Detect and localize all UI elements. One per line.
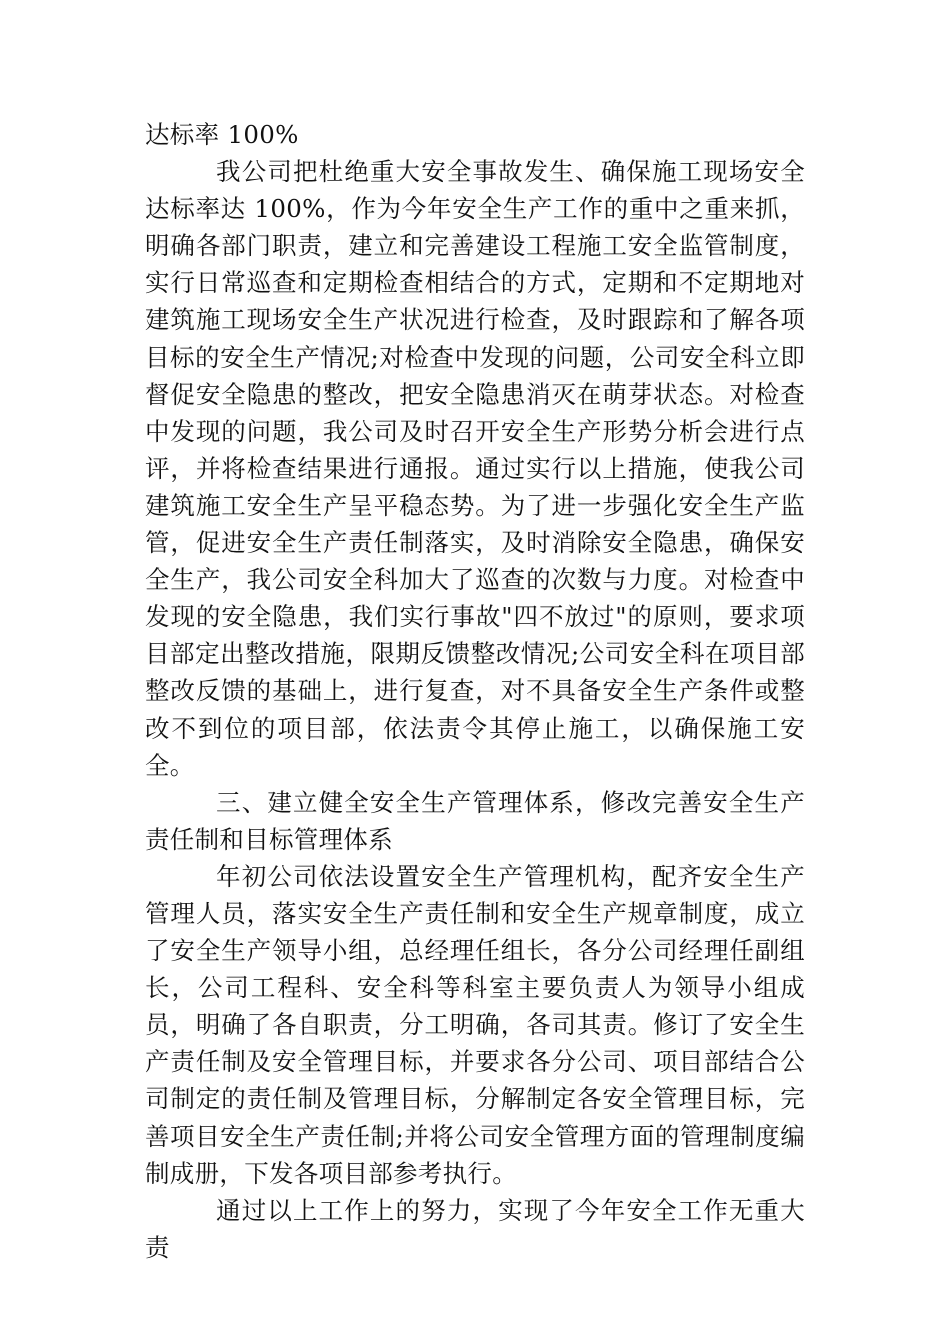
paragraph-management-system: 年初公司依法设置安全生产管理机构，配齐安全生产管理人员，落实安全生产责任制和安全生产规章制度，成立了安全生产领导小组，总经理任组长，各分公司经理任副组长，公司工程科、安全科等科室主要负责人为领导小组成员，明确了各自职责，分工明确，各司其责。修订了安全生产责任制及安全管理目标，并要求各分公司、项目部结合公司制定的责任制及管理目标，分解制定各安全管理目标，完善项目安全生产责任制;并将公司安全管理方面的管理制度编制成册，下发各项目部参考执行。 [145, 861, 805, 1188]
document-body [145, 116, 805, 1266]
section-heading-3: 三、建立健全安全生产管理体系，修改完善安全生产责任制和目标管理体系 [145, 787, 805, 854]
paragraph-results: 通过以上工作上的努力，实现了今年安全工作无重大责 [145, 1195, 805, 1262]
paragraph-safety-inspection: 我公司把杜绝重大安全事故发生、确保施工现场安全达标率达 100%，作为今年安全生产工作的重中之重来抓，明确各部门职责，建立和完善建设工程施工安全监管制度，实行日常巡查和定期检查相结合的方式，定期和不定期地对建筑施工现场安全生产状况进行检查，及时跟踪和了解各项目标的安全生产情况;对检查中发现的问题，公司安全科立即督促安全隐患的整改，把安全隐患消灭在萌芽状态。对检查中发现的问题，我公司及时召开安全生产形势分析会进行点评，并将检查结果进行通报。通过实行以上措施，使我公司建筑施工安全生产呈平稳态势。为了进一步强化安全生产监管，促进安全生产责任制落实，及时消除安全隐患，确保安全生产，我公司安全科加大了巡查的次数与力度。对检查中发现的安全隐患，我们实行事故"四不放过"的原则，要求项目部定出整改措施，限期反馈整改情况;公司安全科在项目部整改反馈的基础上，进行复查，对不具备安全生产条件或整改不到位的项目部，依法责令其停止施工，以确保施工安全。 [145, 157, 805, 780]
paragraph-continuation: 达标率 100% [145, 120, 299, 149]
